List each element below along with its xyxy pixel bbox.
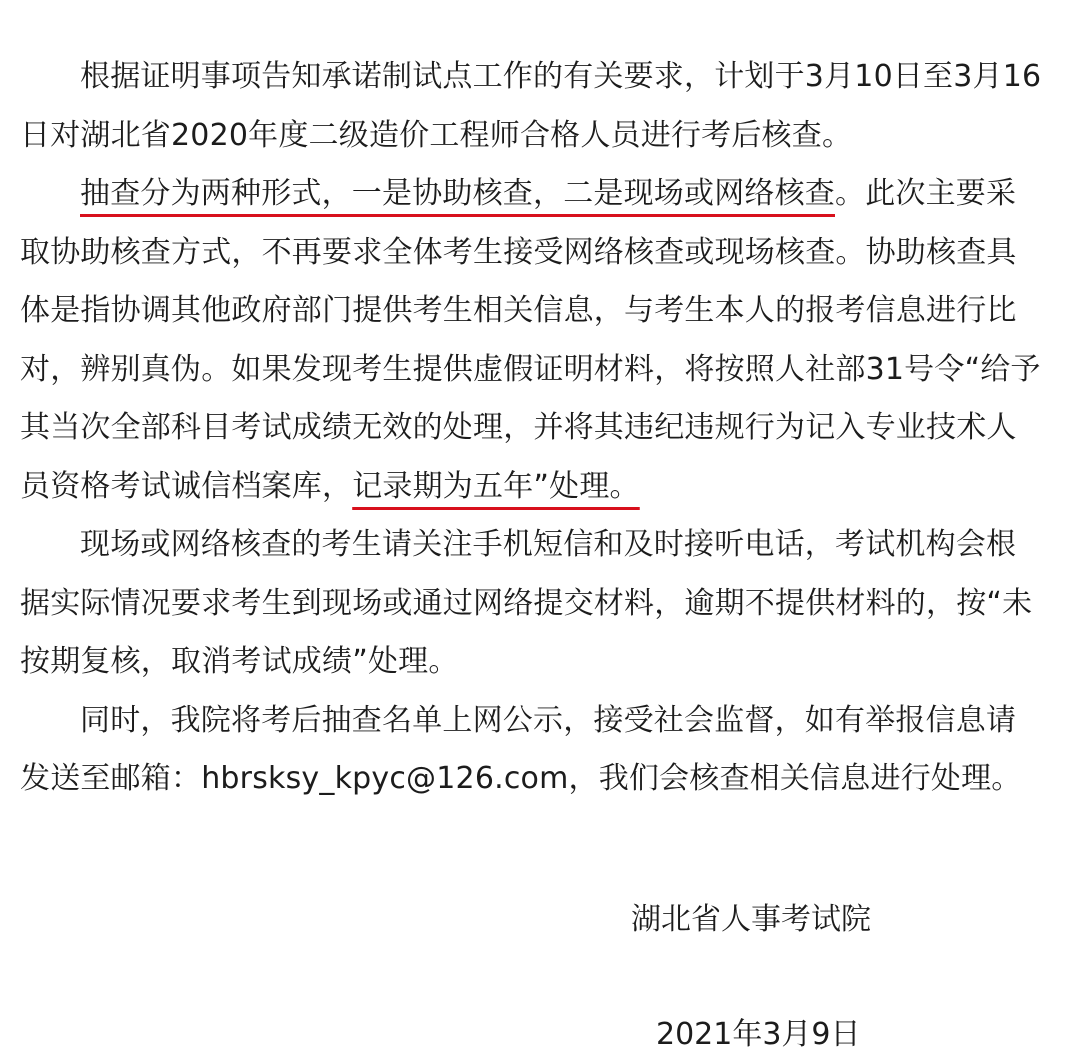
underlined-record-period: 记录期为五年”处理。 [352,468,640,504]
notice-body [20,48,1060,809]
paragraph-2-line-2: 取协助核查方式，不再要求全体考生接受网络核查或现场核查。协助核查具 [20,234,1017,270]
paragraph-2-line-1 [20,165,1060,224]
paragraph-2-line-6 [20,458,1060,517]
paragraph-4-line-2: 发送至邮箱：hbrsksy_kpyc@126.com，我们会核查相关信息进行处理。 [20,761,1022,796]
paragraph-3-line-3: 按期复核，取消考试成绩”处理。 [20,644,459,679]
issuer-signature: 湖北省人事考试院 [631,902,871,937]
paragraph-2-line-6-head: 员资格考试诚信档案库， [20,468,353,504]
paragraph-3-line-1: 现场或网络核查的考生请关注手机短信和及时接听电话，考试机构会根 [80,527,1017,562]
paragraph-3-line-2: 据实际情况要求考生到现场或通过网络提交材料，逾期不提供材料的，按“未 [20,585,1033,621]
paragraph-2-line-4: 对，辨别真伪。如果发现考生提供虚假证明材料，将按照人社部31号令“给予 [20,351,1041,387]
paragraph-2-line-3: 体是指协调其他政府部门提供考生相关信息，与考生本人的报考信息进行比 [20,293,1017,328]
paragraph-1-line-2: 日对湖北省2020年度二级造价工程师合格人员进行考后核查。 [20,117,853,153]
paragraph-2-line-5: 其当次全部科目考试成绩无效的处理，并将其违纪违规行为记入专业技术人 [20,410,1017,445]
paragraph-1-line-1: 根据证明事项告知承诺制试点工作的有关要求，计划于3月10日至3月16 [80,59,1042,94]
paragraph-2-line-1-tail: 。此次主要采 [835,176,1017,211]
paragraph-4-line-1: 同时，我院将考后抽查名单上网公示，接受社会监督，如有举报信息请 [80,702,1017,738]
underlined-sampling-forms: 抽查分为两种形式，一是协助核查，二是现场或网络核查 [80,176,835,211]
issue-date: 2021年3月9日 [656,1017,861,1052]
